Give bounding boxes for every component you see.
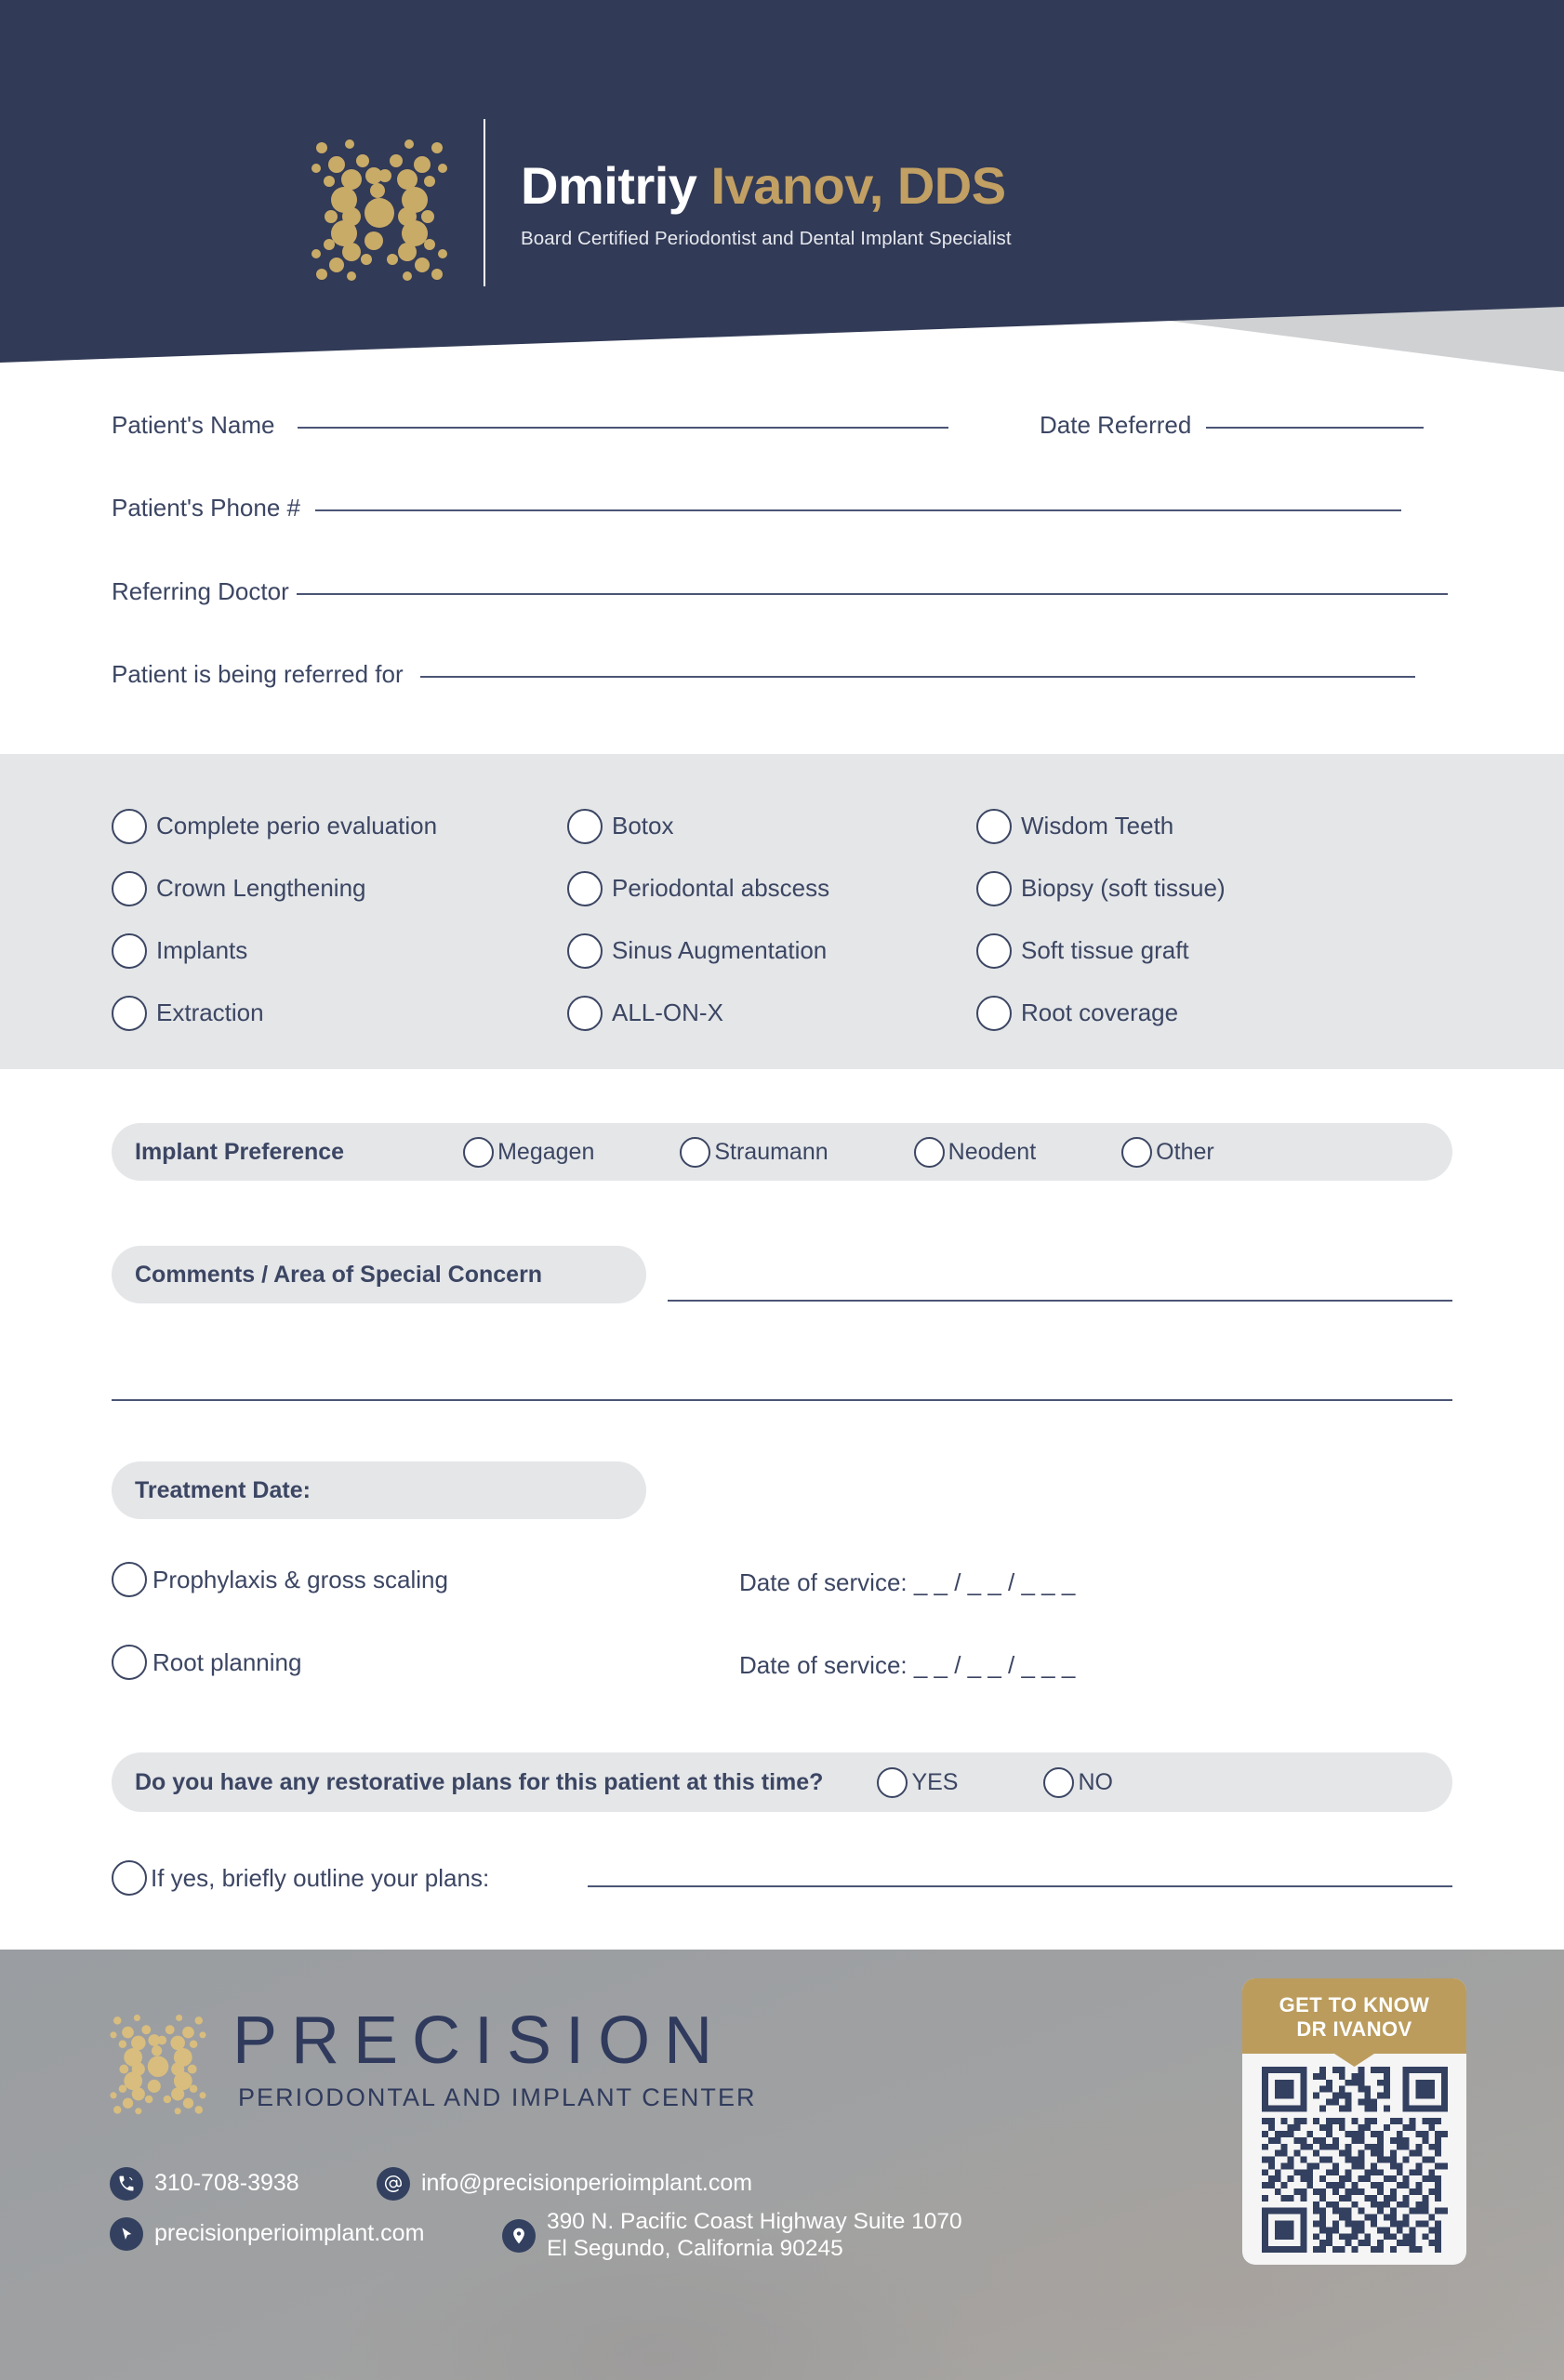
footer-brand [102, 2003, 757, 2115]
radio-icon[interactable] [976, 871, 1012, 906]
comments-input-line-1[interactable] [668, 1300, 1452, 1302]
practice-logo-icon [309, 124, 450, 282]
header-divider [484, 119, 485, 286]
header-content [309, 119, 1012, 286]
radio-icon[interactable] [567, 996, 603, 1031]
header-titles [521, 155, 1012, 251]
address-line-2: El Segundo, California 90245 [547, 2235, 843, 2261]
procedure-option[interactable] [976, 795, 1469, 857]
radio-icon[interactable] [976, 933, 1012, 969]
qr-title-line-1: GET TO KNOW [1279, 1992, 1430, 2016]
procedure-label: Complete perio evaluation [156, 812, 438, 840]
procedure-option[interactable] [112, 795, 567, 857]
radio-icon[interactable] [567, 809, 603, 844]
contact-phone[interactable] [110, 2167, 299, 2201]
procedure-label: Periodontal abscess [612, 874, 830, 902]
restorative-option-yes[interactable] [877, 1767, 958, 1798]
patient-name-input[interactable] [298, 427, 948, 429]
procedure-option[interactable] [567, 919, 976, 982]
doctor-last-name: Ivanov, DDS [710, 155, 1006, 215]
phone-icon [110, 2167, 143, 2201]
radio-icon[interactable] [112, 871, 147, 906]
treatment-option-root-planning[interactable] [112, 1645, 301, 1680]
email-icon [377, 2167, 410, 2201]
implant-option-megagen[interactable] [463, 1137, 594, 1168]
address-line-1: 390 N. Pacific Coast Highway Suite 1070 [547, 2209, 962, 2234]
procedure-label: ALL-ON-X [612, 998, 723, 1026]
date-of-service-root-planning[interactable]: Date of service: _ _ / _ _ / _ _ _ [739, 1651, 1076, 1679]
treatment-option-label: Prophylaxis & gross scaling [152, 1565, 448, 1593]
radio-icon[interactable] [680, 1137, 710, 1168]
contact-email[interactable] [377, 2167, 752, 2201]
procedures-grid [112, 795, 1469, 1044]
restorative-question-label: Do you have any restorative plans for this patient at this time? [135, 1768, 824, 1795]
implant-preference-label: Implant Preference [135, 1138, 345, 1165]
qr-code-icon[interactable] [1262, 2067, 1448, 2253]
implant-option-straumann[interactable] [680, 1137, 828, 1168]
procedure-label: Botox [612, 812, 674, 840]
contact-website[interactable] [110, 2217, 424, 2251]
patient-name-label: Patient's Name [112, 411, 275, 439]
radio-icon[interactable] [976, 809, 1012, 844]
treatment-option-prophylaxis[interactable] [112, 1562, 448, 1597]
outline-plans-label: If yes, briefly outline your plans: [151, 1863, 490, 1892]
radio-icon[interactable] [112, 1860, 147, 1896]
radio-icon[interactable] [112, 1562, 147, 1597]
referring-doctor-input[interactable] [297, 593, 1448, 595]
doctor-name [521, 155, 1012, 215]
procedures-section [0, 754, 1564, 1069]
cursor-icon [110, 2217, 143, 2251]
procedure-option[interactable] [567, 982, 976, 1044]
procedure-label: Biopsy (soft tissue) [1021, 874, 1226, 902]
procedure-label: Implants [156, 936, 248, 964]
address-text [547, 2209, 962, 2263]
implant-preference-row [112, 1123, 1452, 1181]
implant-preference-options [463, 1137, 1300, 1168]
implant-option-label: Straumann [714, 1138, 828, 1165]
treatment-date-label: Treatment Date: [135, 1476, 311, 1503]
field-patient-phone [112, 494, 1401, 522]
restorative-option-no[interactable] [1043, 1767, 1113, 1798]
footer-wordmark [232, 2003, 757, 2112]
page-header [0, 0, 1564, 372]
contact-address[interactable] [502, 2209, 962, 2263]
field-date-referred [1040, 411, 1424, 440]
radio-icon[interactable] [976, 996, 1012, 1031]
implant-option-label: Other [1156, 1138, 1214, 1165]
treatment-option-label: Root planning [152, 1647, 302, 1676]
referred-for-label: Patient is being referred for [112, 660, 404, 688]
implant-option-neodent[interactable] [914, 1137, 1037, 1168]
referring-doctor-label: Referring Doctor [112, 577, 289, 605]
brand-name: PRECISION [232, 2003, 727, 2079]
procedure-option[interactable] [112, 982, 567, 1044]
procedure-option[interactable] [976, 857, 1469, 919]
doctor-first-name: Dmitriy [521, 155, 711, 215]
implant-option-label: Megagen [497, 1138, 595, 1165]
email-address: info@precisionperioimplant.com [421, 2170, 753, 2197]
procedure-option[interactable] [112, 919, 567, 982]
procedure-option[interactable] [567, 795, 976, 857]
procedure-option[interactable] [567, 857, 976, 919]
comments-input-line-2[interactable] [112, 1399, 1452, 1401]
restorative-option-label: NO [1078, 1768, 1113, 1795]
website-url: precisionperioimplant.com [154, 2220, 425, 2247]
qr-badge-notch [1333, 2053, 1376, 2067]
date-referred-input[interactable] [1206, 427, 1424, 429]
patient-phone-label: Patient's Phone # [112, 494, 300, 522]
date-referred-label: Date Referred [1040, 411, 1192, 439]
radio-icon[interactable] [567, 933, 603, 969]
radio-icon[interactable] [914, 1137, 945, 1168]
procedure-label: Root coverage [1021, 998, 1179, 1026]
date-of-service-prophylaxis[interactable]: Date of service: _ _ / _ _ / _ _ _ [739, 1568, 1076, 1596]
radio-icon[interactable] [877, 1767, 908, 1798]
qr-title-line-2: DR IVANOV [1296, 2016, 1412, 2041]
implant-option-label: Neodent [948, 1138, 1037, 1165]
outline-plans-row[interactable] [112, 1860, 489, 1896]
radio-icon[interactable] [463, 1137, 494, 1168]
radio-icon[interactable] [567, 871, 603, 906]
practice-logo-icon [102, 2003, 214, 2115]
procedure-label: Soft tissue graft [1021, 936, 1189, 964]
radio-icon[interactable] [1121, 1137, 1152, 1168]
procedure-label: Wisdom Teeth [1021, 812, 1174, 840]
procedure-label: Sinus Augmentation [612, 936, 828, 964]
referred-for-input[interactable] [420, 676, 1415, 678]
patient-phone-input[interactable] [315, 509, 1401, 511]
procedure-option[interactable] [976, 982, 1469, 1044]
procedure-label: Crown Lengthening [156, 874, 366, 902]
qr-code-badge[interactable] [1242, 1978, 1466, 2265]
comments-label-pill [112, 1246, 646, 1303]
phone-number: 310-708-3938 [154, 2170, 299, 2197]
treatment-date-pill [112, 1461, 646, 1519]
field-patient-name [112, 411, 948, 440]
location-pin-icon [502, 2219, 536, 2253]
restorative-option-label: YES [911, 1768, 959, 1795]
field-referred-for [112, 660, 1415, 689]
procedure-option[interactable] [112, 857, 567, 919]
procedure-option[interactable] [976, 919, 1469, 982]
page-footer [0, 1950, 1564, 2380]
radio-icon[interactable] [112, 933, 147, 969]
field-referring-doctor [112, 577, 1448, 606]
radio-icon[interactable] [112, 809, 147, 844]
qr-badge-header [1242, 1978, 1466, 2054]
radio-icon[interactable] [112, 1645, 147, 1680]
doctor-subtitle: Board Certified Periodontist and Dental Implant Specialist [521, 228, 1012, 250]
implant-option-other[interactable] [1121, 1137, 1214, 1168]
procedure-label: Extraction [156, 998, 264, 1026]
outline-plans-input[interactable] [588, 1885, 1452, 1887]
comments-label: Comments / Area of Special Concern [135, 1261, 543, 1288]
restorative-answer-options [877, 1767, 1199, 1798]
brand-tagline: PERIODONTAL AND IMPLANT CENTER [238, 2082, 757, 2111]
restorative-plans-row [112, 1752, 1452, 1812]
radio-icon[interactable] [1043, 1767, 1074, 1798]
radio-icon[interactable] [112, 996, 147, 1031]
